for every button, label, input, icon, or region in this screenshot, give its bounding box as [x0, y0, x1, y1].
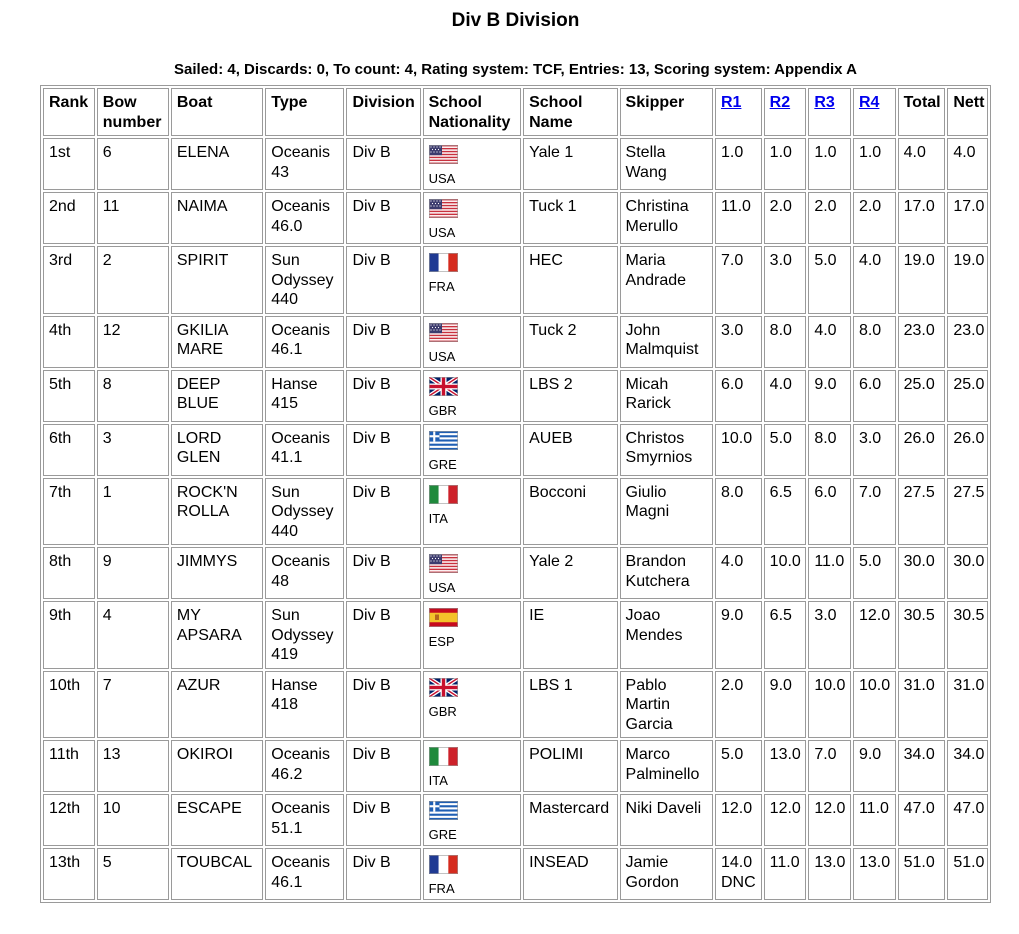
nationality-cell [423, 138, 522, 190]
ita-flag-icon [429, 485, 458, 504]
r3-cell: 9.0 [808, 370, 851, 422]
table-row [43, 316, 988, 368]
division-cell: Div B [346, 848, 420, 900]
total-header: Total [898, 88, 946, 136]
nationality-code: USA [428, 580, 456, 595]
gre-flag-icon [429, 801, 458, 820]
boat-cell: OKIROI [171, 740, 263, 792]
fra-flag-icon [429, 855, 458, 874]
nationality-cell [423, 740, 522, 792]
nationality-code: USA [428, 171, 456, 186]
skipper-cell: Micah Rarick [620, 370, 713, 422]
type-cell: Sun Odyssey 440 [265, 246, 344, 314]
table-row [43, 246, 988, 314]
r4-cell: 9.0 [853, 740, 896, 792]
gre-flag-icon [429, 431, 458, 450]
gbr-flag-icon [429, 377, 458, 396]
header-row [43, 88, 988, 136]
r1-cell: 3.0 [715, 316, 762, 368]
r2-cell: 9.0 [764, 671, 807, 739]
nett-cell: 17.0 [947, 192, 988, 244]
r2-cell: 2.0 [764, 192, 807, 244]
nett-cell: 19.0 [947, 246, 988, 314]
skipper-cell: John Malmquist [620, 316, 713, 368]
table-row [43, 547, 988, 599]
school-name-cell: Yale 1 [523, 138, 617, 190]
r3-cell: 4.0 [808, 316, 851, 368]
table-row [43, 138, 988, 190]
type-cell: Oceanis 43 [265, 138, 344, 190]
bow-number-cell: 11 [97, 192, 169, 244]
school-name-cell: POLIMI [523, 740, 617, 792]
division-cell: Div B [346, 246, 420, 314]
school-name-cell: AUEB [523, 424, 617, 476]
nett-cell: 31.0 [947, 671, 988, 739]
school-name-cell: Mastercard [523, 794, 617, 846]
total-cell: 17.0 [898, 192, 946, 244]
type-cell: Oceanis 46.1 [265, 316, 344, 368]
bow-number-cell: 9 [97, 547, 169, 599]
rank-cell: 8th [43, 547, 95, 599]
r1-cell: 2.0 [715, 671, 762, 739]
r3-header [808, 88, 851, 136]
r1-header [715, 88, 762, 136]
skipper-cell: Christos Smyrnios [620, 424, 713, 476]
r3-cell: 5.0 [808, 246, 851, 314]
r4-cell: 6.0 [853, 370, 896, 422]
type-cell: Oceanis 41.1 [265, 424, 344, 476]
bow-number-cell: 5 [97, 848, 169, 900]
usa-flag-icon [429, 199, 458, 218]
division-cell: Div B [346, 478, 420, 546]
table-row [43, 794, 988, 846]
nett-cell: 30.0 [947, 547, 988, 599]
nationality-code: GRE [428, 456, 457, 472]
school-name-cell: INSEAD [523, 848, 617, 900]
nett-cell: 25.0 [947, 370, 988, 422]
division-cell: Div B [346, 424, 420, 476]
r3-cell: 1.0 [808, 138, 851, 190]
nationality-code: USA [428, 225, 456, 240]
nationality-cell [423, 671, 522, 739]
skipper-cell: Marco Palminello [620, 740, 713, 792]
boat-cell: NAIMA [171, 192, 263, 244]
nationality-code: FRA [428, 881, 455, 896]
bow-number-cell: 13 [97, 740, 169, 792]
r4-cell: 3.0 [853, 424, 896, 476]
r2-cell: 3.0 [764, 246, 807, 314]
r1-cell: 1.0 [715, 138, 762, 190]
school-name-cell: Tuck 1 [523, 192, 617, 244]
rank-cell: 4th [43, 316, 95, 368]
rank-cell: 2nd [43, 192, 95, 244]
r1-cell: 11.0 [715, 192, 762, 244]
boat-header: Boat [171, 88, 263, 136]
division-cell: Div B [346, 547, 420, 599]
skipper-cell: Giulio Magni [620, 478, 713, 546]
rank-cell: 1st [43, 138, 95, 190]
rank-cell: 10th [43, 671, 95, 739]
r4-cell: 12.0 [853, 601, 896, 669]
school-name-header: School Name [523, 88, 617, 136]
nett-cell: 23.0 [947, 316, 988, 368]
r4-cell: 2.0 [853, 192, 896, 244]
r1-cell: 8.0 [715, 478, 762, 546]
bow-number-cell: 7 [97, 671, 169, 739]
skipper-cell: Brandon Kutchera [620, 547, 713, 599]
nett-cell: 47.0 [947, 794, 988, 846]
division-cell: Div B [346, 316, 420, 368]
table-row [43, 848, 988, 900]
ita-flag-icon [429, 747, 458, 766]
type-cell: Oceanis 46.1 [265, 848, 344, 900]
skipper-cell: Joao Mendes [620, 601, 713, 669]
r4-cell: 8.0 [853, 316, 896, 368]
total-cell: 34.0 [898, 740, 946, 792]
school-name-cell: Yale 2 [523, 547, 617, 599]
r1-cell: 12.0 [715, 794, 762, 846]
r4-header [853, 88, 896, 136]
r3-cell: 2.0 [808, 192, 851, 244]
r1-cell: 6.0 [715, 370, 762, 422]
table-row [43, 192, 988, 244]
total-cell: 47.0 [898, 794, 946, 846]
school-name-cell: HEC [523, 246, 617, 314]
rank-cell: 13th [43, 848, 95, 900]
nationality-cell [423, 478, 522, 546]
r2-cell: 6.5 [764, 478, 807, 546]
r4-cell: 10.0 [853, 671, 896, 739]
r1-cell: 14.0 DNC [715, 848, 762, 900]
division-cell: Div B [346, 370, 420, 422]
total-cell: 19.0 [898, 246, 946, 314]
nationality-code: ITA [428, 773, 448, 788]
total-cell: 26.0 [898, 424, 946, 476]
skipper-cell: Stella Wang [620, 138, 713, 190]
bow-number-cell: 8 [97, 370, 169, 422]
r3-cell: 7.0 [808, 740, 851, 792]
rank-cell: 7th [43, 478, 95, 546]
nationality-code: ESP [428, 634, 455, 649]
r3-cell: 12.0 [808, 794, 851, 846]
bow-number-header: Bow number [97, 88, 169, 136]
r3-cell: 10.0 [808, 671, 851, 739]
r3-cell: 8.0 [808, 424, 851, 476]
nationality-cell [423, 424, 522, 476]
table-row [43, 370, 988, 422]
r1-cell: 10.0 [715, 424, 762, 476]
fra-flag-icon [429, 253, 458, 272]
rank-cell: 11th [43, 740, 95, 792]
nett-cell: 30.5 [947, 601, 988, 669]
r2-cell: 10.0 [764, 547, 807, 599]
bow-number-cell: 12 [97, 316, 169, 368]
bow-number-cell: 6 [97, 138, 169, 190]
r1-cell: 7.0 [715, 246, 762, 314]
r1-cell: 5.0 [715, 740, 762, 792]
nett-cell: 51.0 [947, 848, 988, 900]
r2-cell: 12.0 [764, 794, 807, 846]
total-cell: 4.0 [898, 138, 946, 190]
boat-cell: AZUR [171, 671, 263, 739]
total-cell: 23.0 [898, 316, 946, 368]
total-cell: 30.5 [898, 601, 946, 669]
r4-cell: 5.0 [853, 547, 896, 599]
r2-cell: 8.0 [764, 316, 807, 368]
division-cell: Div B [346, 601, 420, 669]
nationality-cell [423, 370, 522, 422]
nett-cell: 27.5 [947, 478, 988, 546]
skipper-cell: Jamie Gordon [620, 848, 713, 900]
division-cell: Div B [346, 740, 420, 792]
school-name-cell: Tuck 2 [523, 316, 617, 368]
total-cell: 31.0 [898, 671, 946, 739]
usa-flag-icon [429, 145, 458, 164]
bow-number-cell: 4 [97, 601, 169, 669]
nationality-code: FRA [428, 279, 455, 294]
nationality-cell [423, 547, 522, 599]
type-cell: Oceanis 51.1 [265, 794, 344, 846]
boat-cell: ESCAPE [171, 794, 263, 846]
nationality-cell [423, 192, 522, 244]
boat-cell: JIMMYS [171, 547, 263, 599]
r4-cell: 4.0 [853, 246, 896, 314]
rank-cell: 3rd [43, 246, 95, 314]
nationality-cell [423, 601, 522, 669]
nationality-cell [423, 848, 522, 900]
total-cell: 30.0 [898, 547, 946, 599]
boat-cell: TOUBCAL [171, 848, 263, 900]
type-cell: Oceanis 46.2 [265, 740, 344, 792]
table-row [43, 601, 988, 669]
nationality-code: ITA [428, 510, 448, 526]
r4-cell: 11.0 [853, 794, 896, 846]
r4-cell: 13.0 [853, 848, 896, 900]
skipper-cell: Christina Merullo [620, 192, 713, 244]
boat-cell: SPIRIT [171, 246, 263, 314]
r4-cell: 1.0 [853, 138, 896, 190]
nationality-cell [423, 246, 522, 314]
school-name-cell: IE [523, 601, 617, 669]
school-nationality-header: School Nationality [423, 88, 522, 136]
rank-cell: 5th [43, 370, 95, 422]
school-name-cell: Bocconi [523, 478, 617, 546]
skipper-cell: Niki Daveli [620, 794, 713, 846]
total-cell: 25.0 [898, 370, 946, 422]
r3-cell: 13.0 [808, 848, 851, 900]
boat-cell: MY APSARA [171, 601, 263, 669]
type-header: Type [265, 88, 344, 136]
nationality-code: GBR [428, 703, 457, 719]
r2-cell: 13.0 [764, 740, 807, 792]
division-cell: Div B [346, 671, 420, 739]
nationality-cell [423, 316, 522, 368]
r3-cell: 3.0 [808, 601, 851, 669]
r2-cell: 5.0 [764, 424, 807, 476]
type-cell: Sun Odyssey 440 [265, 478, 344, 546]
bow-number-cell: 3 [97, 424, 169, 476]
type-cell: Hanse 415 [265, 370, 344, 422]
bow-number-cell: 2 [97, 246, 169, 314]
nett-cell: 4.0 [947, 138, 988, 190]
skipper-cell: Maria Andrade [620, 246, 713, 314]
results-body [43, 138, 988, 900]
table-row [43, 740, 988, 792]
r4-cell: 7.0 [853, 478, 896, 546]
type-cell: Hanse 418 [265, 671, 344, 739]
nett-header: Nett [947, 88, 988, 136]
nett-cell: 34.0 [947, 740, 988, 792]
r1-cell: 4.0 [715, 547, 762, 599]
results-table [40, 85, 991, 903]
r1-link[interactable]: R1 [720, 94, 742, 111]
r2-header [764, 88, 807, 136]
rank-cell: 12th [43, 794, 95, 846]
r2-cell: 6.5 [764, 601, 807, 669]
boat-cell: GKILIA MARE [171, 316, 263, 368]
table-row [43, 478, 988, 546]
type-cell: Oceanis 46.0 [265, 192, 344, 244]
rank-cell: 9th [43, 601, 95, 669]
series-summary: Sailed: 4, Discards: 0, To count: 4, Rating system: TCF, Entries: 13, Scoring system: Appendix A [174, 61, 857, 78]
school-name-cell: LBS 1 [523, 671, 617, 739]
r2-cell: 1.0 [764, 138, 807, 190]
table-row [43, 424, 988, 476]
nett-cell: 26.0 [947, 424, 988, 476]
r2-cell: 4.0 [764, 370, 807, 422]
skipper-cell: Pablo Martin Garcia [620, 671, 713, 739]
usa-flag-icon [429, 323, 458, 342]
nationality-code: GRE [428, 827, 457, 842]
r2-link[interactable]: R2 [769, 94, 791, 111]
boat-cell: DEEP BLUE [171, 370, 263, 422]
division-cell: Div B [346, 192, 420, 244]
nationality-cell [423, 794, 522, 846]
r3-cell: 6.0 [808, 478, 851, 546]
r4-link[interactable]: R4 [858, 94, 880, 111]
skipper-header: Skipper [620, 88, 713, 136]
type-cell: Sun Odyssey 419 [265, 601, 344, 669]
nationality-code: USA [428, 348, 456, 364]
rank-header: Rank [43, 88, 95, 136]
boat-cell: ROCK'N ROLLA [171, 478, 263, 546]
r3-link[interactable]: R3 [814, 94, 835, 111]
r3-cell: 11.0 [808, 547, 851, 599]
total-cell: 51.0 [898, 848, 946, 900]
division-header: Division [346, 88, 420, 136]
r1-cell: 9.0 [715, 601, 762, 669]
division-cell: Div B [346, 794, 420, 846]
type-cell: Oceanis 48 [265, 547, 344, 599]
usa-flag-icon [429, 554, 458, 573]
school-name-cell: LBS 2 [523, 370, 617, 422]
bow-number-cell: 1 [97, 478, 169, 546]
boat-cell: ELENA [171, 138, 263, 190]
division-cell: Div B [346, 138, 420, 190]
r2-cell: 11.0 [764, 848, 807, 900]
total-cell: 27.5 [898, 478, 946, 546]
table-row [43, 671, 988, 739]
esp-flag-icon [429, 608, 458, 627]
bow-number-cell: 10 [97, 794, 169, 846]
page-title: Div B Division [451, 10, 580, 31]
nationality-code: GBR [428, 402, 457, 418]
gbr-flag-icon [429, 678, 458, 697]
rank-cell: 6th [43, 424, 95, 476]
boat-cell: LORD GLEN [171, 424, 263, 476]
